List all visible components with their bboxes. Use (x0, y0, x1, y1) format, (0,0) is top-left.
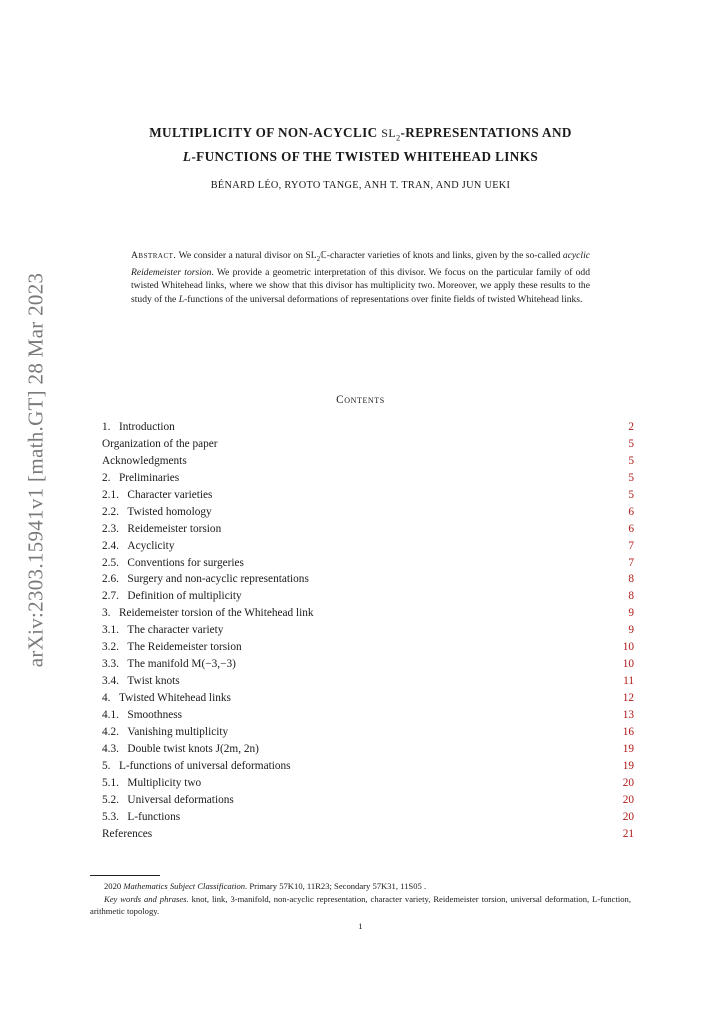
toc-entry[interactable] (102, 470, 634, 487)
abstract-emphasis: acyclic Reidemeister torsion (131, 250, 591, 279)
contents-heading: Contents (336, 394, 385, 406)
toc-entry-number: 2.3. (102, 522, 128, 535)
toc-entry-page-link[interactable]: 20 (622, 776, 634, 789)
toc-entry-page-link[interactable]: 8 (628, 590, 634, 603)
toc-entry[interactable] (102, 758, 634, 775)
toc-entry-page-link[interactable]: 20 (622, 793, 634, 806)
toc-entry[interactable] (102, 419, 634, 436)
toc-entry-number: 4.2. (102, 725, 128, 738)
toc-entry-title[interactable]: Acyclicity (127, 539, 175, 552)
abstract-text: ℂ-character varieties of knots and links, given by the so-called (320, 250, 563, 261)
toc-entry-page-link[interactable]: 5 (628, 437, 634, 450)
toc-entry-title[interactable]: Twist knots (127, 675, 180, 688)
toc-entry-title[interactable]: Double twist knots J(2m, 2n) (127, 742, 259, 755)
toc-entry-title[interactable]: Character varieties (127, 488, 213, 501)
arxiv-identifier: arXiv:2303.15941v1 [math.GT] 28 Mar 2023 (23, 272, 48, 668)
footnote-msc (90, 880, 631, 892)
toc-entry-number: 2.1. (102, 488, 128, 501)
toc-entry[interactable] (102, 809, 634, 826)
toc-entry-page-link[interactable]: 21 (622, 827, 634, 840)
toc-entry-number: 2.5. (102, 556, 128, 569)
msc-text: Primary 57K10, 11R23; Secondary 57K31, 11S05 . (247, 881, 427, 891)
toc-entry-page-link[interactable]: 5 (628, 454, 634, 467)
page-number: 1 (358, 921, 363, 931)
toc-entry-title[interactable]: The manifold M(−3,−3) (127, 658, 236, 671)
toc-entry-title[interactable]: Universal deformations (127, 793, 234, 806)
toc-entry[interactable] (102, 826, 634, 843)
toc-entry[interactable] (102, 622, 634, 639)
msc-label: Mathematics Subject Classification. (123, 881, 248, 891)
toc-entry[interactable] (102, 690, 634, 707)
footnote-rule (90, 875, 160, 876)
toc-entry-page-link[interactable]: 11 (623, 675, 634, 688)
toc-entry-page-link[interactable]: 6 (628, 522, 634, 535)
toc-entry-title[interactable]: Organization of the paper (102, 437, 218, 450)
toc-entry-title[interactable]: Multiplicity two (127, 776, 202, 789)
toc-entry-page-link[interactable]: 16 (622, 725, 634, 738)
toc-entry-number: 5. (102, 759, 119, 772)
toc-entry[interactable] (102, 724, 634, 741)
keywords-label: Key words and phrases. (104, 894, 189, 904)
authors: BÉNARD LÉO, RYOTO TANGE, ANH T. TRAN, AND JUN UEKI (210, 180, 511, 191)
toc-entry-title[interactable]: Smoothness (127, 708, 183, 721)
toc-entry[interactable] (102, 588, 634, 605)
toc-entry-page-link[interactable]: 2 (628, 421, 634, 433)
toc-entry-title[interactable]: Introduction (118, 421, 175, 433)
toc-entry-title[interactable]: Acknowledgments (102, 454, 187, 467)
table-of-contents (102, 419, 634, 842)
toc-entry-title[interactable]: Twisted Whitehead links (118, 692, 231, 704)
toc-entry-title[interactable]: Surgery and non-acyclic representations (127, 573, 309, 586)
toc-entry-number: 2.7. (102, 590, 128, 603)
abstract-subscript: 2 (316, 254, 321, 263)
toc-entry[interactable] (102, 656, 634, 673)
toc-entry[interactable] (102, 504, 634, 521)
toc-entry-page-link[interactable]: 6 (628, 505, 634, 518)
toc-entry-title[interactable]: The Reidemeister torsion (127, 641, 242, 654)
toc-entry-page-link[interactable]: 19 (622, 742, 634, 755)
toc-entry-page-link[interactable]: 10 (622, 641, 634, 654)
toc-entry-page-link[interactable]: 7 (628, 556, 634, 569)
msc-prefix: 2020 (104, 881, 124, 891)
toc-entry[interactable] (102, 538, 634, 555)
toc-entry-number: 3.3. (102, 658, 128, 671)
abstract (131, 249, 590, 306)
toc-entry-page-link[interactable]: 5 (628, 488, 634, 501)
toc-entry-number: 4. (102, 692, 119, 704)
toc-entry-page-link[interactable]: 13 (622, 708, 634, 721)
toc-entry-page-link[interactable]: 10 (622, 658, 634, 671)
toc-entry-number: 5.1. (102, 776, 128, 789)
title-part: -FUNCTIONS OF THE TWISTED WHITEHEAD LINKS (191, 148, 539, 164)
toc-entry-number: 4.3. (102, 742, 128, 755)
toc-entry[interactable] (102, 605, 634, 622)
toc-entry-page-link[interactable]: 9 (628, 607, 634, 620)
toc-entry-title[interactable]: Preliminaries (118, 471, 180, 484)
toc-entry-page-link[interactable]: 8 (628, 573, 634, 586)
title-part: -REPRESENTATIONS AND (400, 125, 572, 140)
toc-entry-page-link[interactable]: 7 (628, 539, 634, 552)
abstract-text: We consider a natural divisor on SL (176, 250, 317, 261)
toc-entry[interactable] (102, 707, 634, 724)
toc-entry[interactable] (102, 741, 634, 758)
toc-entry[interactable] (102, 571, 634, 588)
paper-title (90, 124, 631, 166)
toc-entry[interactable] (102, 555, 634, 572)
toc-entry-title[interactable]: References (102, 827, 153, 840)
toc-entry-number: 2.2. (102, 505, 128, 518)
toc-entry-page-link[interactable]: 19 (622, 759, 634, 772)
toc-entry[interactable] (102, 673, 634, 690)
toc-entry-number: 3.1. (102, 624, 128, 637)
toc-entry-title[interactable]: L-functions of universal deformations (118, 759, 291, 772)
toc-entry-title[interactable]: Definition of multiplicity (127, 590, 242, 603)
toc-entry-number: 3.4. (102, 675, 128, 688)
toc-entry-title[interactable]: L-functions (127, 810, 181, 823)
toc-entry-page-link[interactable]: 9 (628, 624, 634, 637)
keywords-text: knot, link, 3-manifold, non-acyclic representation, character variety, Reidemeister torsion, universal deformation, L-function, arithmetic topology. (90, 894, 631, 917)
toc-entry-number: 2.4. (102, 539, 128, 552)
toc-entry-number: 5.3. (102, 810, 128, 823)
title-part: SL (381, 126, 397, 140)
title-subscript: 2 (396, 133, 401, 143)
toc-entry[interactable] (102, 775, 634, 792)
toc-entry-number: 2.6. (102, 573, 128, 586)
toc-entry-title[interactable]: Reidemeister torsion of the Whitehead link (118, 607, 314, 620)
title-part: MULTIPLICITY OF NON-ACYCLIC (149, 125, 382, 140)
toc-entry-page-link[interactable]: 5 (628, 471, 634, 484)
toc-entry-number: 4.1. (102, 708, 128, 721)
toc-entry[interactable] (102, 639, 634, 656)
toc-entry-page-link[interactable]: 12 (622, 692, 634, 704)
toc-entry[interactable] (102, 453, 634, 470)
toc-entry-number: 2. (102, 471, 119, 484)
toc-entry-title[interactable]: Reidemeister torsion (127, 522, 222, 535)
toc-entry-title[interactable]: Vanishing multiplicity (127, 725, 229, 738)
toc-entry[interactable] (102, 521, 634, 538)
abstract-label: Abstract. (131, 250, 177, 261)
toc-entry-page-link[interactable]: 20 (622, 810, 634, 823)
toc-entry-number: 5.2. (102, 793, 128, 806)
toc-entry[interactable] (102, 487, 634, 504)
toc-entry-number: 3.2. (102, 641, 128, 654)
toc-entry[interactable] (102, 792, 634, 809)
toc-entry-number: 3. (102, 607, 119, 620)
abstract-text: . We provide a geometric interpretation of this divisor. We focus on the particular family of odd twisted Whitehead links, where we show that this divisor has multiplicity two. Moreover, we apply these results to the study of the (131, 267, 590, 305)
toc-entry-number: 1. (102, 421, 119, 433)
abstract-text: -functions of the universal deformations of representations over finite fields of twisted Whitehead links. (184, 293, 583, 305)
abstract-emphasis: L (178, 293, 185, 305)
toc-entry-title[interactable]: Twisted homology (127, 505, 212, 518)
toc-entry-title[interactable]: The character variety (127, 624, 224, 637)
title-part: L (182, 148, 192, 164)
toc-entry-title[interactable]: Conventions for surgeries (127, 556, 244, 569)
toc-entry[interactable] (102, 436, 634, 453)
footnote-keywords (90, 893, 631, 918)
